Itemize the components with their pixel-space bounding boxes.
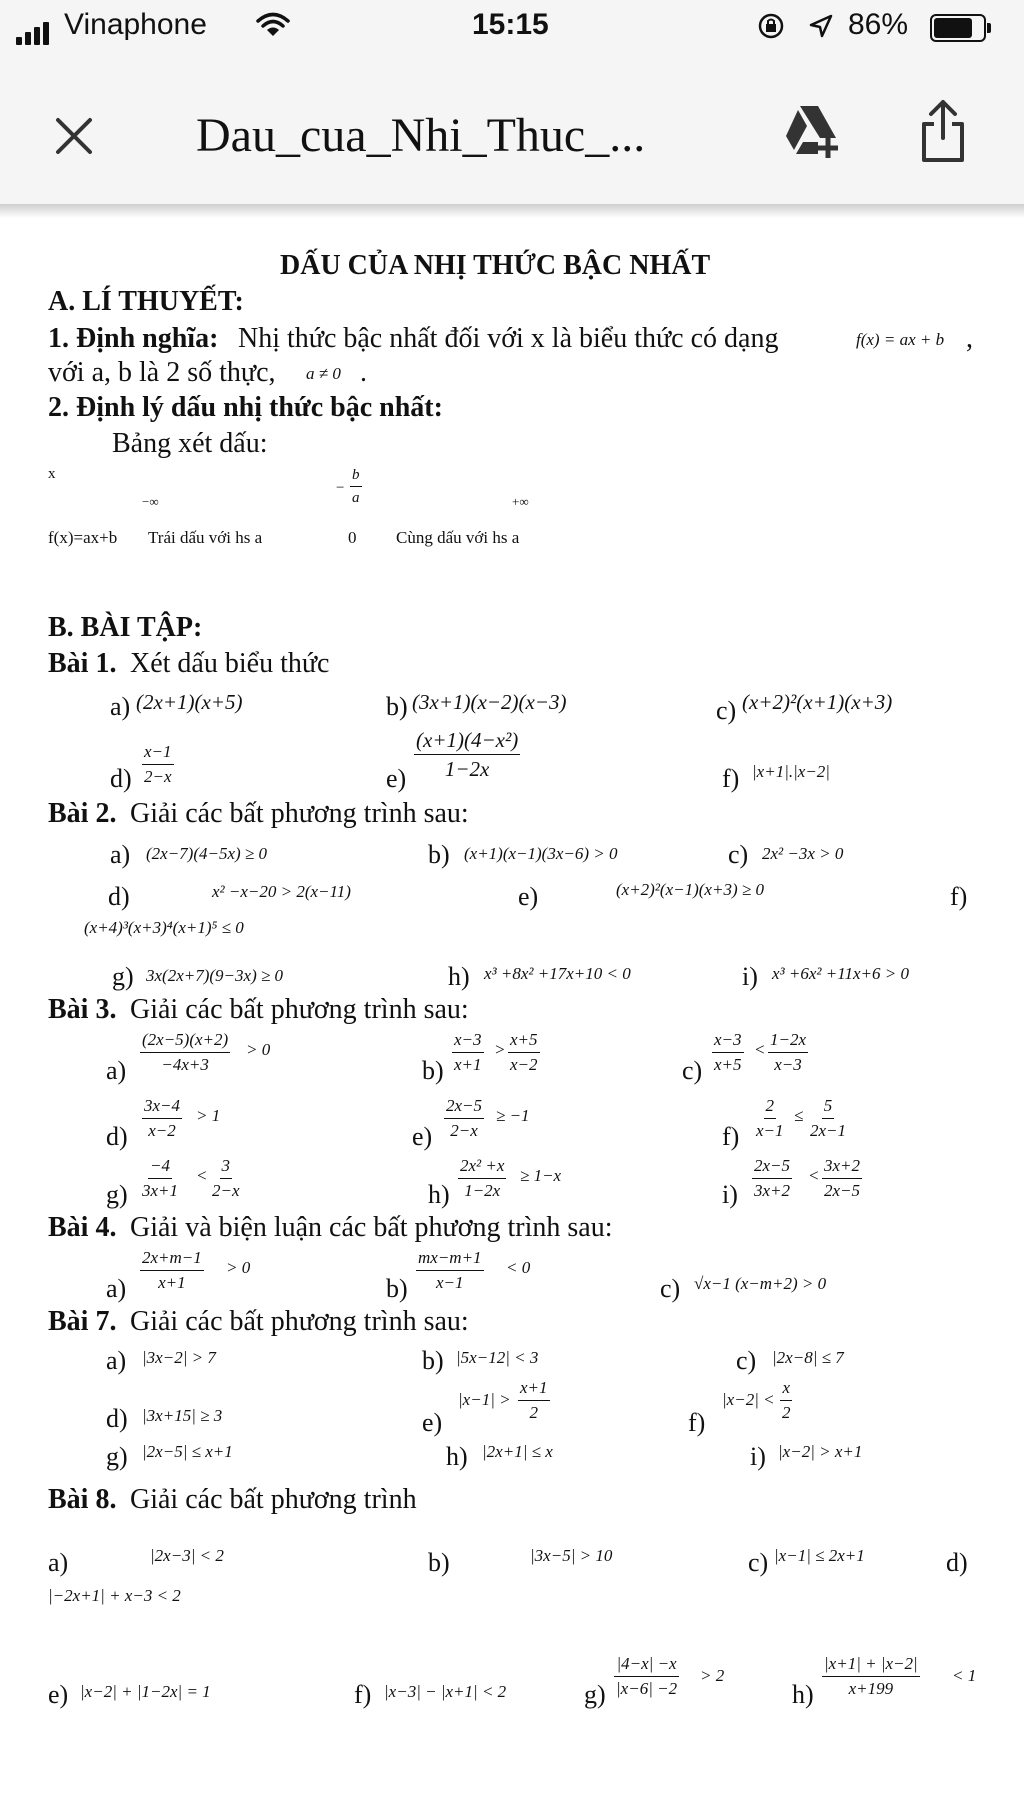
- signal-icon: [16, 22, 49, 45]
- bai2-h: x³ +8x² +17x+10 < 0: [484, 964, 631, 983]
- bai3-c-op: <: [754, 1040, 766, 1059]
- bai3-text: Giải các bất phương trình sau:: [130, 994, 469, 1025]
- bai3-c-label: c): [682, 1056, 703, 1085]
- bai3-label: Bài 3.: [48, 994, 117, 1025]
- bai2-d: x² −x−20 > 2(x−11): [212, 882, 351, 901]
- sign-table-pos-inf: +∞: [512, 494, 529, 509]
- bai4-a-label: a): [106, 1274, 127, 1303]
- definition-label: 1. Định nghĩa:: [48, 323, 219, 354]
- bai4-c: √x−1 (x−m+2) > 0: [694, 1274, 827, 1293]
- bai3-c-left: $\frac{x-3}{x+5}$: [714, 1030, 742, 1074]
- bai1-d: $\frac{x-1}{2-x}$: [144, 742, 172, 786]
- bai3-a-label: a): [106, 1056, 127, 1085]
- bai8-g-fraction: $\frac{|4-x| -x}{|x-6| -2}$: [616, 1654, 678, 1698]
- bai8-h-fraction: $\frac{|x+1| + |x-2|}{x+199}$: [824, 1654, 918, 1698]
- bai3-i-right: $\frac{3x+2}{2x-5}$: [824, 1156, 861, 1200]
- definition-comma: ,: [966, 323, 973, 354]
- bai8-a-label: a): [48, 1548, 69, 1577]
- bai7-a-label: a): [106, 1346, 127, 1375]
- bai3-e-rhs: ≥ −1: [496, 1106, 530, 1125]
- bai4-label: Bài 4.: [48, 1212, 117, 1243]
- bai3-i-label: i): [722, 1180, 738, 1209]
- bai7-b: |5x−12| < 3: [456, 1348, 539, 1367]
- bai7-f-fraction: $\frac{x}{2}$: [782, 1378, 791, 1422]
- sign-table-left: Trái dấu với hs a: [148, 528, 263, 547]
- close-icon[interactable]: [52, 114, 96, 158]
- bai3-e-label: e): [412, 1122, 433, 1151]
- bai7-g: |2x−5| ≤ x+1: [142, 1442, 233, 1461]
- bai1-e-label: e): [386, 764, 407, 793]
- bai3-h-fraction: $\frac{\text{2x² +x}}{1-2x}$: [460, 1156, 505, 1200]
- bai7-e-lhs: |x−1| >: [458, 1390, 511, 1409]
- bai2-d-label: d): [108, 882, 130, 911]
- bai3-a-rhs: > 0: [246, 1040, 271, 1059]
- theorem-heading: 2. Định lý dấu nhị thức bậc nhất:: [48, 392, 443, 423]
- sign-table-fx: f(x)=ax+b: [48, 528, 118, 547]
- bai3-h-rhs: ≥ 1−x: [520, 1166, 562, 1185]
- bai7-d: |3x+15| ≥ 3: [142, 1406, 223, 1425]
- bai7-i-label: i): [750, 1442, 766, 1471]
- bai3-g-op: <: [196, 1166, 208, 1185]
- bai7-i: |x−2| > x+1: [778, 1442, 863, 1461]
- bai2-c: 2x² −3x > 0: [762, 844, 844, 863]
- bai3-b-right: $\frac{x+5}{x-2}$: [510, 1030, 538, 1074]
- bai4-b-fraction: $\frac{mx-m+1}{x-1}$: [418, 1248, 482, 1292]
- bai2-g: 3x(2x+7)(9−3x) ≥ 0: [146, 966, 284, 985]
- bai3-b-op: >: [494, 1040, 506, 1059]
- carrier-name: Vinaphone: [64, 8, 207, 41]
- bai7-c: |2x−8| ≤ 7: [772, 1348, 844, 1367]
- bai1-e: $\frac{\text{(x+1)(4−x²)}}{1-2x}$: [416, 728, 519, 781]
- bai7-f-label: f): [688, 1408, 706, 1437]
- bai1-c: (x+2)²(x+1)(x+3): [742, 690, 893, 714]
- bai3-d-label: d): [106, 1122, 128, 1151]
- sign-table-x: x: [48, 466, 56, 482]
- bai3-f-left: $\frac{2}{x-1}$: [756, 1096, 784, 1140]
- bai3-c-right: $\frac{1-2x}{x-3}$: [770, 1030, 807, 1074]
- status-bar: [0, 0, 1024, 56]
- bai4-c-label: c): [660, 1274, 681, 1303]
- rotation-lock-icon: [757, 12, 785, 40]
- bai4-a-fraction: $\frac{2x+m-1}{x+1}$: [142, 1248, 202, 1292]
- bai2-a-label: a): [110, 840, 131, 869]
- bai4-b-label: b): [386, 1274, 408, 1303]
- bai3-d-rhs: > 1: [196, 1106, 221, 1125]
- bai8-b: |3x−5| > 10: [530, 1546, 613, 1565]
- battery-percent: 86%: [848, 8, 909, 41]
- sign-table-neg-inf: −∞: [142, 494, 159, 509]
- location-icon: [808, 13, 834, 39]
- definition-text: Nhị thức bậc nhất đối với x là biểu thức có dạng: [238, 323, 779, 354]
- bai7-e-fraction: $\frac{x+1}{2}$: [520, 1378, 548, 1422]
- toolbar-shadow: [0, 204, 1024, 218]
- bai8-f-label: f): [354, 1680, 372, 1709]
- sign-table-zero: 0: [348, 528, 357, 547]
- doc-heading: DẤU CỦA NHỊ THỨC BẬC NHẤT: [280, 250, 711, 281]
- bai7-label: Bài 7.: [48, 1306, 117, 1337]
- bai8-e: |x−2| + |1−2x| = 1: [80, 1682, 211, 1701]
- bai3-f-op: ≤: [794, 1106, 804, 1125]
- bai3-d-fraction: $\frac{3x-4}{x-2}$: [144, 1096, 181, 1140]
- bai2-i: x³ +6x² +11x+6 > 0: [772, 964, 909, 983]
- bai7-b-label: b): [422, 1346, 444, 1375]
- bai3-f-right: $\frac{5}{2x-1}$: [810, 1096, 847, 1140]
- battery-icon: [930, 14, 986, 42]
- bai7-g-label: g): [106, 1442, 128, 1471]
- sign-table-root: $\frac{b}{a}$: [352, 467, 360, 506]
- bai3-f-label: f): [722, 1122, 740, 1151]
- bai1-f-label: f): [722, 764, 740, 793]
- bai3-a-fraction: $\frac{(2x-5)(x+2)}{-4x+3}$: [142, 1030, 229, 1074]
- bai1-b: (3x+1)(x−2)(x−3): [412, 690, 567, 714]
- bai8-d-label: d): [946, 1548, 968, 1577]
- section-b-heading: B. BÀI TẬP:: [48, 612, 203, 643]
- bai2-f-label: f): [950, 882, 968, 911]
- bai8-label: Bài 8.: [48, 1484, 117, 1515]
- bai7-d-label: d): [106, 1404, 128, 1433]
- bai4-a-rhs: > 0: [226, 1258, 251, 1277]
- bai2-h-label: h): [448, 962, 470, 991]
- bai2-i-label: i): [742, 962, 758, 991]
- section-a-heading: A. LÍ THUYẾT:: [48, 286, 244, 317]
- bai3-g-label: g): [106, 1180, 128, 1209]
- bai8-c: |x−1| ≤ 2x+1: [774, 1546, 865, 1565]
- bai8-h-rhs: < 1: [952, 1666, 977, 1685]
- sign-table-title: Bảng xét dấu:: [112, 428, 268, 459]
- bai2-a: (2x−7)(4−5x) ≥ 0: [146, 844, 268, 863]
- bai7-h: |2x+1| ≤ x: [482, 1442, 553, 1461]
- bai2-e: (x+2)²(x−1)(x+3) ≥ 0: [616, 880, 764, 899]
- bai1-a-label: a): [110, 692, 131, 721]
- definition-line2: với a, b là 2 số thực,: [48, 357, 276, 388]
- bai1-text: Xét dấu biểu thức: [130, 648, 330, 679]
- bai8-c-label: c): [748, 1548, 769, 1577]
- bai8-h-label: h): [792, 1680, 814, 1709]
- bai4-b-rhs: < 0: [506, 1258, 531, 1277]
- bai8-g-rhs: > 2: [700, 1666, 725, 1685]
- bai8-f: |x−3| − |x+1| < 2: [384, 1682, 507, 1701]
- bai2-text: Giải các bất phương trình sau:: [130, 798, 469, 829]
- bai7-c-label: c): [736, 1346, 757, 1375]
- bai7-a: |3x−2| > 7: [142, 1348, 216, 1367]
- bai4-text: Giải và biện luận các bất phương trình sau:: [130, 1212, 613, 1243]
- bai3-g-left: $\frac{-4}{3x+1}$: [142, 1156, 179, 1200]
- bai3-b-left: $\frac{x-3}{x+1}$: [454, 1030, 482, 1074]
- bai1-b-label: b): [386, 692, 408, 721]
- bai1-c-label: c): [716, 696, 737, 725]
- document-title: Dau_cua_Nhi_Thuc_...: [196, 109, 646, 162]
- bai3-b-label: b): [422, 1056, 444, 1085]
- sign-table-root-minus: −: [336, 480, 345, 496]
- bai3-e-fraction: $\frac{2x-5}{2-x}$: [446, 1096, 483, 1140]
- bai8-a: |2x−3| < 2: [150, 1546, 224, 1565]
- bai2-g-label: g): [112, 962, 134, 991]
- bai7-e-label: e): [422, 1408, 443, 1437]
- bai1-label: Bài 1.: [48, 648, 117, 679]
- bai2-b-label: b): [428, 840, 450, 869]
- bai1-d-label: d): [110, 764, 132, 793]
- bai8-b-label: b): [428, 1548, 450, 1577]
- definition-condition: a ≠ 0: [306, 364, 341, 383]
- definition-formula: f(x) = ax + b: [856, 330, 945, 349]
- bai2-b: (x+1)(x−1)(3x−6) > 0: [464, 844, 618, 863]
- bai1-a: (2x+1)(x+5): [136, 690, 243, 714]
- bai3-h-label: h): [428, 1180, 450, 1209]
- add-to-drive-icon[interactable]: [782, 102, 842, 162]
- bai1-f: |x+1|.|x−2|: [752, 762, 830, 781]
- bai8-d: |−2x+1| + x−3 < 2: [48, 1586, 181, 1605]
- share-icon[interactable]: [918, 98, 968, 164]
- definition-period: .: [360, 357, 367, 388]
- bai2-e-label: e): [518, 882, 539, 911]
- bai7-h-label: h): [446, 1442, 468, 1471]
- bai8-g-label: g): [584, 1680, 606, 1709]
- bai7-f-lhs: |x−2| <: [722, 1390, 775, 1409]
- bai7-text: Giải các bất phương trình sau:: [130, 1306, 469, 1337]
- bai3-i-op: <: [808, 1166, 820, 1185]
- wifi-icon: [256, 12, 290, 38]
- bai3-i-left: $\frac{2x-5}{3x+2}$: [754, 1156, 791, 1200]
- bai8-e-label: e): [48, 1680, 69, 1709]
- bai2-f: (x+4)³(x+3)⁴(x+1)⁵ ≤ 0: [84, 918, 244, 937]
- clock: 15:15: [472, 8, 549, 41]
- bai2-c-label: c): [728, 840, 749, 869]
- bai3-g-right: $\frac{3}{2-x}$: [212, 1156, 240, 1200]
- bai2-label: Bài 2.: [48, 798, 117, 829]
- bai8-text: Giải các bất phương trình: [130, 1484, 417, 1515]
- sign-table-right: Cùng dấu với hs a: [396, 528, 520, 547]
